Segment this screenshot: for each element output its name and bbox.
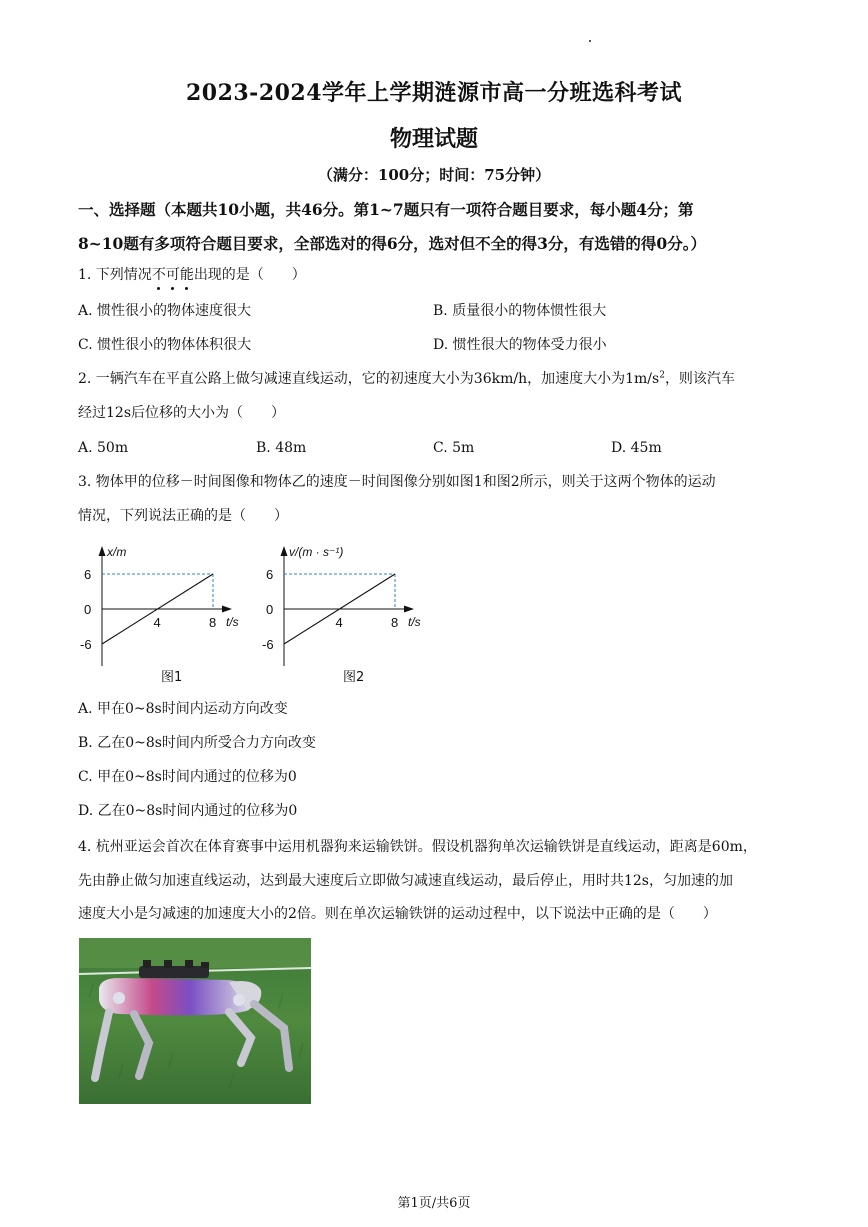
q2-option-b: B. 48m bbox=[256, 440, 307, 456]
question-2-stem-line-1 bbox=[78, 369, 735, 389]
q1-emphasis-char: 可 bbox=[165, 267, 180, 283]
q3-option-c: C. 甲在0~8s时间内通过的位移为0 bbox=[78, 769, 297, 785]
scan-speck bbox=[589, 40, 591, 42]
q1-option-d: D. 惯性很大的物体受力很小 bbox=[433, 337, 607, 353]
question-2-stem-line-2: 经过12s后位移的大小为（ ） bbox=[78, 405, 285, 421]
y-tick-label: 0 bbox=[266, 602, 274, 617]
y-axis-label: x/m bbox=[107, 545, 127, 559]
x-axis-arrow bbox=[404, 606, 414, 613]
x-axis-arrow bbox=[222, 606, 232, 613]
x-axis-label: t/s bbox=[226, 615, 239, 629]
q2-superscript: 2 bbox=[659, 370, 665, 381]
y-axis-arrow bbox=[99, 546, 106, 556]
figure-2-graph bbox=[262, 538, 442, 668]
exam-title: 2023-2024学年上学期涟源市高一分班选科考试 bbox=[185, 80, 683, 106]
x-axis-label: t/s bbox=[408, 615, 421, 629]
q1-option-a: A. 惯性很小的物体速度很大 bbox=[78, 303, 252, 319]
q3-option-b: B. 乙在0~8s时间内所受合力方向改变 bbox=[78, 735, 316, 751]
robot-dog-photo bbox=[79, 938, 311, 1104]
q3-option-a: A. 甲在0~8s时间内运动方向改变 bbox=[78, 701, 288, 717]
figure-1-graph bbox=[80, 538, 255, 668]
score-info: （满分：100分；时间：75分钟） bbox=[317, 166, 551, 184]
question-3-stem-line-1: 3. 物体甲的位移－时间图像和物体乙的速度－时间图像分别如图1和图2所示，则关于这两个物体的运动 bbox=[78, 474, 716, 490]
x-tick-label: 4 bbox=[153, 615, 161, 630]
q1-stem-pre: 1. 下列情况 bbox=[78, 267, 152, 283]
section-heading-line-1: 一、选择题（本题共10小题，共46分。第1~7题只有一项符合题目要求，每小题4分；第 bbox=[78, 200, 694, 219]
question-3-stem-line-2: 情况，下列说法正确的是（ ） bbox=[78, 508, 288, 524]
x-tick-label: 8 bbox=[391, 615, 399, 630]
q2-option-c: C. 5m bbox=[433, 440, 475, 456]
y-tick-label: 6 bbox=[84, 567, 92, 582]
figure-2-caption: 图2 bbox=[343, 670, 365, 685]
q1-option-c: C. 惯性很小的物体体积很大 bbox=[78, 337, 252, 353]
y-axis-arrow bbox=[281, 546, 288, 556]
x-tick-label: 4 bbox=[335, 615, 343, 630]
y-tick-label: 6 bbox=[266, 567, 274, 582]
question-1-stem bbox=[78, 265, 306, 285]
q1-option-b: B. 质量很小的物体惯性很大 bbox=[433, 303, 607, 319]
exam-subtitle: 物理试题 bbox=[389, 126, 478, 152]
question-4-stem-line-2: 先由静止做匀加速直线运动，达到最大速度后立即做匀减速直线运动，最后停止，用时共12s，匀加速的加 bbox=[78, 873, 733, 889]
y-axis-label: v/(m · s⁻¹) bbox=[289, 545, 344, 559]
y-tick-label: -6 bbox=[262, 637, 274, 652]
question-4-stem-line-1: 4. 杭州亚运会首次在体育赛事中运用机器狗来运输铁饼。假设机器狗单次运输铁饼是直线运动，距离是60m， bbox=[78, 839, 757, 855]
y-tick-label: 0 bbox=[84, 602, 92, 617]
question-4-stem-line-3: 速度大小是匀减速的加速度大小的2倍。则在单次运输铁饼的运动过程中，以下说法中正确的是（ ） bbox=[78, 906, 717, 922]
y-tick-label: -6 bbox=[80, 637, 92, 652]
q1-emphasis-char: 不 bbox=[151, 267, 166, 283]
x-tick-label: 8 bbox=[209, 615, 217, 630]
section-heading-line-2: 8~10题有多项符合题目要求，全部选对的得6分，选对但不全的得3分，有选错的得0分。） bbox=[78, 234, 706, 253]
q2-option-a: A. 50m bbox=[78, 440, 129, 456]
q3-option-d: D. 乙在0~8s时间内通过的位移为0 bbox=[78, 803, 298, 819]
page-footer: 第1页/共6页 bbox=[397, 1196, 471, 1211]
q2-option-d: D. 45m bbox=[611, 440, 662, 456]
q2-stem-text-end: ，则该汽车 bbox=[664, 371, 735, 387]
q1-stem-post: 出现的是（ ） bbox=[193, 267, 306, 283]
q1-emphasis-char: 能 bbox=[179, 267, 194, 283]
q2-stem-text: 2. 一辆汽车在平直公路上做匀减速直线运动，它的初速度大小为36km/h，加速度大小为1m/s bbox=[78, 371, 660, 387]
figure-1-caption: 图1 bbox=[161, 670, 183, 685]
